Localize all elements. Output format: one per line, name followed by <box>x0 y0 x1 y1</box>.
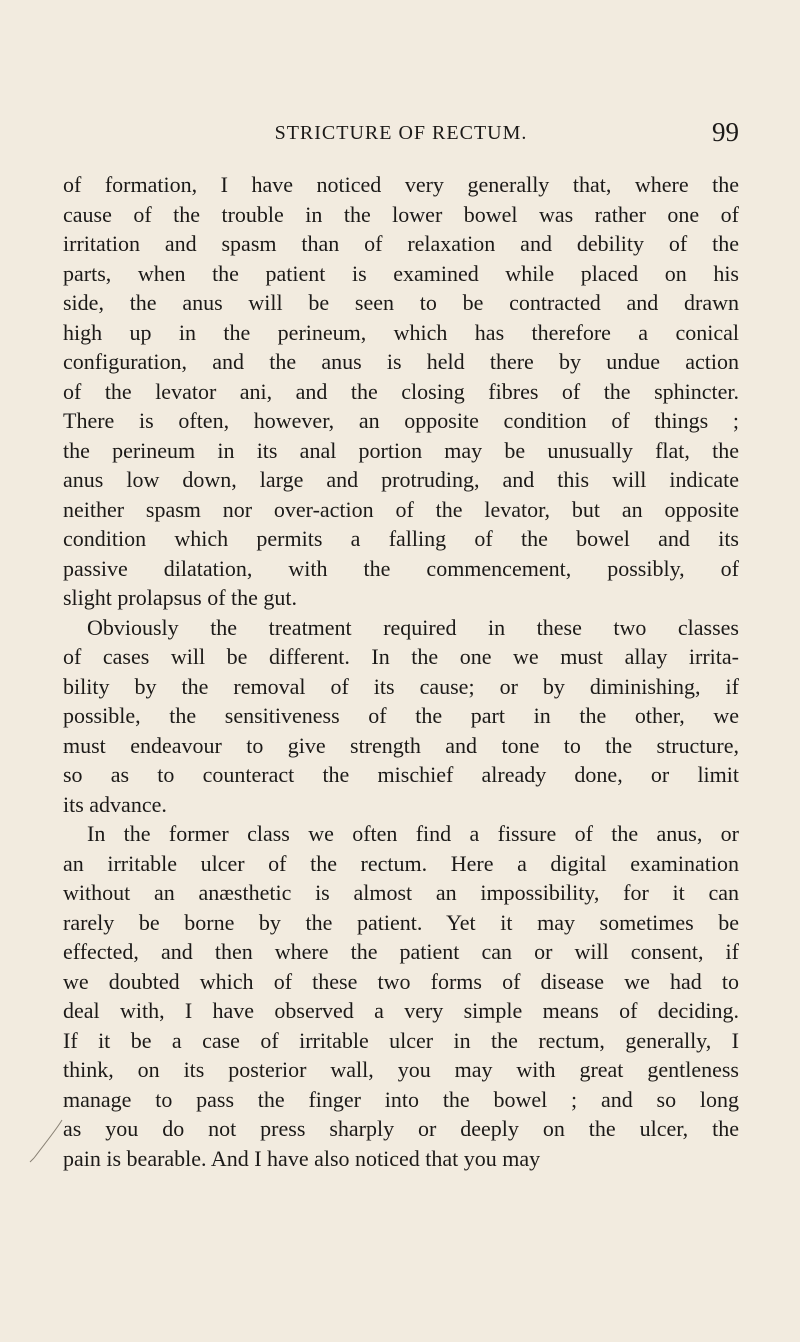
text-line: slight prolapsus of the gut. <box>63 585 298 610</box>
text-line: high up in the perineum, which has therefore a conical <box>63 319 739 345</box>
text-line: bility by the removal of its cause; or by diminishing, if <box>63 673 739 699</box>
text-line: There is often, however, an opposite condition of things ; <box>63 408 739 433</box>
text-line: manage to pass the finger into the bowel ; and so long <box>63 1086 739 1112</box>
text-line: side, the anus will be seen to be contracted and drawn <box>63 290 739 315</box>
text-line: of the levator ani, and the closing fibres of the sphincter. <box>63 378 739 404</box>
text-line: so as to counteract the mischief already done, or limit <box>63 762 739 787</box>
text-line: we doubted which of these two forms of disease we had to <box>63 968 739 994</box>
text-line: its advance. <box>63 791 167 817</box>
pen-mark <box>26 1118 66 1166</box>
text-line: condition which permits a falling of the bowel and its <box>63 526 739 551</box>
text-line: of cases will be different. In the one we must allay irrita- <box>63 644 739 669</box>
text-line: anus low down, large and protruding, and this will indicate <box>63 467 739 492</box>
page-number: 99 <box>712 117 739 147</box>
text-line: neither spasm nor over-action of the levator, but an opposite <box>63 496 739 522</box>
running-head <box>63 118 739 148</box>
text-line: possible, the sensitiveness of the part in the other, we <box>63 703 739 728</box>
text-line: If it be a case of irritable ulcer in the rectum, generally, I <box>63 1027 739 1053</box>
text-line: an irritable ulcer of the rectum. Here a digital examination <box>63 850 739 876</box>
text-line: think, on its posterior wall, you may with great gentleness <box>63 1057 739 1082</box>
text-line: without an anæsthetic is almost an impossibility, for it can <box>63 880 739 905</box>
text-line: passive dilatation, with the commencement, possibly, of <box>63 555 739 581</box>
text-line: must endeavour to give strength and tone to the structure, <box>63 732 739 758</box>
text-line: rarely be borne by the patient. Yet it may sometimes be <box>63 909 739 935</box>
text-line: pain is bearable. And I have also noticed that you may <box>63 1145 541 1171</box>
text-line: cause of the trouble in the lower bowel was rather one of <box>63 201 739 227</box>
text-line: Obviously the treatment required in these two classes <box>87 614 739 640</box>
text-line: irritation and spasm than of relaxation and debility of the <box>63 231 739 256</box>
text-line: as you do not press sharply or deeply on the ulcer, the <box>63 1116 739 1141</box>
text-line: of formation, I have noticed very generally that, where the <box>63 172 739 197</box>
text-line: In the former class we often find a fissure of the anus, or <box>87 821 739 846</box>
text-line: the perineum in its anal portion may be unusually flat, the <box>63 437 739 463</box>
text-line: parts, when the patient is examined while placed on his <box>63 260 739 286</box>
text-line: configuration, and the anus is held there by undue action <box>63 349 739 374</box>
running-title: STRICTURE OF RECTUM. <box>274 122 528 144</box>
body-text <box>63 170 739 1173</box>
text-line: deal with, I have observed a very simple means of deciding. <box>63 998 739 1023</box>
text-line: effected, and then where the patient can or will consent, if <box>63 939 739 964</box>
